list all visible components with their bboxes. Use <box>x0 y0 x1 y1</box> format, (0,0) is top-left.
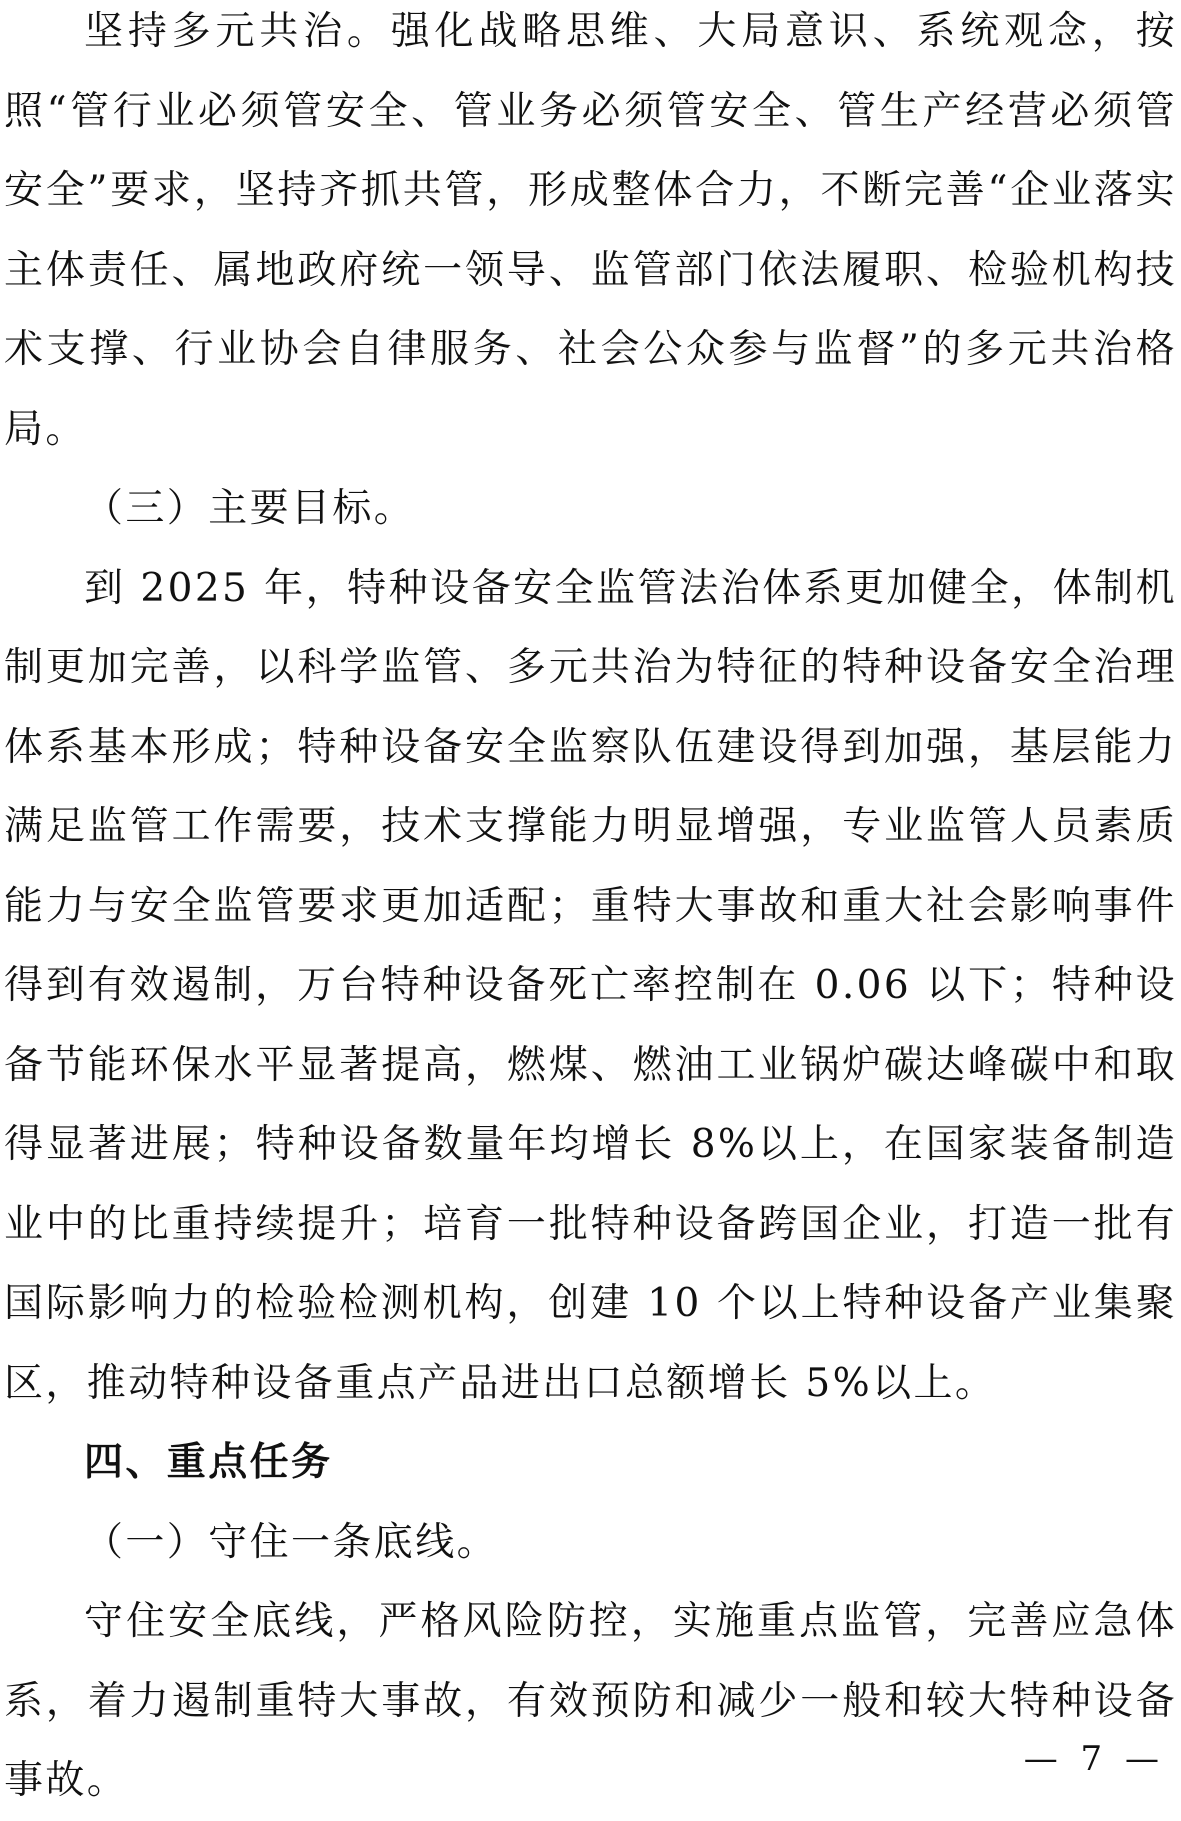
document-body <box>4 0 1177 1821</box>
heading-main-goals: （三）主要目标。 <box>84 486 416 531</box>
paragraph-multi-governance: 坚持多元共治。强化战略思维、大局意识、系统观念，按照“管行业必须管安全、管业务必须管安全、管生产经营必须管安全”要求，坚持齐抓共管，形成整体合力，不断完善“企业落实主体责任、属地政府统一领导、监管部门依法履职、检验机构技术支撑、行业协会自律服务、社会公众参与监督”的多元共治格局。 <box>4 9 1177 452</box>
page-number: — 7 — <box>1023 1739 1165 1779</box>
paragraph-2025-goals: 到 2025 年，特种设备安全监管法治体系更加健全，体制机制更加完善，以科学监管、多元共治为特征的特种设备安全治理体系基本形成；特种设备安全监察队伍建设得到加强，基层能力满足监管工作需要，技术支撑能力明显增强，专业监管人员素质能力与安全监管要求更加适配；重特大事故和重大社会影响事件得到有效遏制，万台特种设备死亡率控制在 0.06 以下；特种设备节能环保水平显著提高，燃煤、燃油工业锅炉碳达峰碳中和取得显著进展；特种设备数量年均增长 8%以上，在国家装备制造业中的比重持续提升；培育一批特种设备跨国企业，打造一批有国际影响力的检验检测机构，创建 10 个以上特种设备产业集聚区，推动特种设备重点产品进出口总额增长 5%以上。 <box>4 565 1177 1406</box>
heading-hold-bottom-line: （一）守住一条底线。 <box>84 1519 499 1565</box>
heading-key-tasks: 四、重点任务 <box>84 1440 333 1485</box>
paragraph-safety-bottom-line: 守住安全底线，严格风险防控，实施重点监管，完善应急体系，着力遏制重特大事故，有效预防和减少一般和较大特种设备事故。 <box>4 1599 1177 1803</box>
